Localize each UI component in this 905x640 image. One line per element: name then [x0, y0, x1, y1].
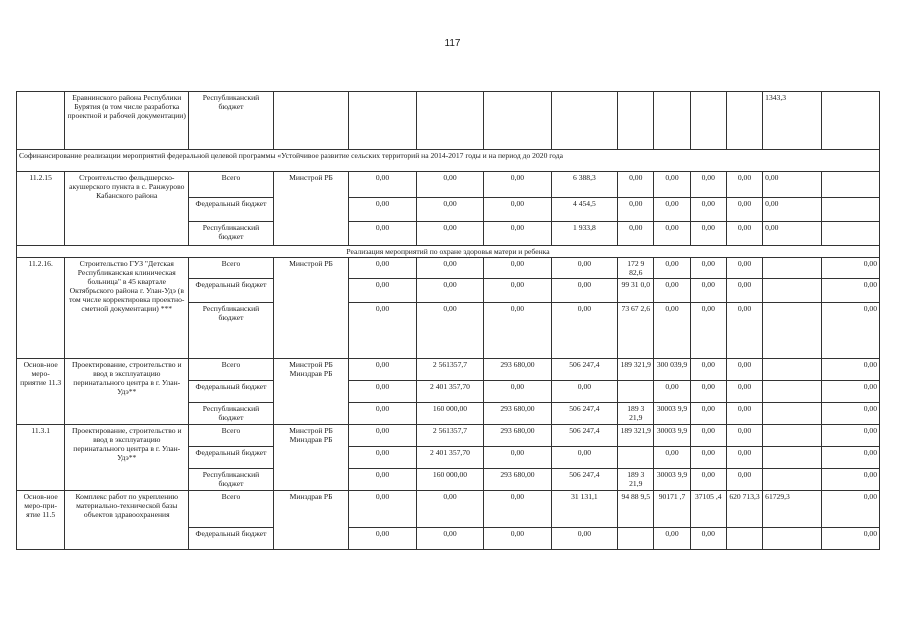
cell-value: 30003 9,9	[654, 425, 690, 447]
cell-source: Всего	[189, 359, 274, 381]
cell-value: 0,00	[821, 381, 879, 403]
cell-value: 2 561357,7	[416, 425, 483, 447]
cell-value: 0,00	[821, 491, 879, 528]
cell-value: 0,00	[654, 303, 690, 359]
cell-source: Республиканский бюджет	[189, 92, 274, 150]
cell-value: 0,00	[618, 222, 654, 246]
cell-source: Республиканский бюджет	[189, 469, 274, 491]
cell-value: 0,00	[416, 258, 483, 279]
cell-value: 0,00	[654, 222, 690, 246]
cell-value: 0,00	[551, 381, 617, 403]
cell-value: 0,00	[726, 469, 762, 491]
cell-name: Еравнинского района Республики Бурятия (в том числе разработка проектной и рабочей документации)	[65, 92, 189, 150]
cell-value: 172 9 82,6	[618, 258, 654, 279]
cell-value: 0,00	[726, 222, 762, 246]
cell-value: 0,00	[484, 172, 551, 198]
cell-executor: Минстрой РБ Минздрав РБ	[273, 425, 349, 491]
cell-value: 0,00	[821, 279, 879, 303]
section-row	[17, 246, 880, 258]
cell-value: 0,00	[416, 222, 483, 246]
cell-value	[763, 469, 821, 491]
cell-value: 506 247,4	[551, 403, 617, 425]
cell-value: 0,00	[726, 279, 762, 303]
cell-value	[763, 447, 821, 469]
cell-value: 0,00	[690, 359, 726, 381]
cell-value: 0,00	[654, 258, 690, 279]
cell-value: 0,00	[690, 447, 726, 469]
budget-table	[16, 91, 880, 550]
cell-code: Основ-ное меро-при-ятие 11.5	[17, 491, 65, 550]
cell-code: Основ-ное меро-приятие 11.3	[17, 359, 65, 425]
cell-value: 0,00	[349, 359, 416, 381]
cell-value: 0,00	[654, 279, 690, 303]
cell-value: 2 561357,7	[416, 359, 483, 381]
cell-value	[618, 447, 654, 469]
cell-value: 1 933,8	[551, 222, 617, 246]
cell-value: 0,00	[821, 528, 879, 550]
cell-value: 94 88 9,5	[618, 491, 654, 528]
cell-value: 0,00	[690, 198, 726, 222]
cell-value: 0,00	[726, 198, 762, 222]
cell-value: 0,00	[690, 279, 726, 303]
cell-value	[763, 303, 821, 359]
cell-name: Проектирование, строительство и ввод в эксплуатацию перинатального центра в г. Улан-Удэ**	[65, 425, 189, 491]
cell-value	[618, 381, 654, 403]
cell-value: 0,00	[726, 172, 762, 198]
cell-value	[763, 258, 821, 279]
cell-value: 99 31 0,0	[618, 279, 654, 303]
cell-value: 293 680,00	[484, 403, 551, 425]
cell-executor	[273, 92, 349, 150]
cell-value: 31 131,1	[551, 491, 617, 528]
cell-value: 160 000,00	[416, 469, 483, 491]
cell-value: 0,00	[654, 381, 690, 403]
cell-value: 0,00	[654, 172, 690, 198]
table-row	[17, 92, 880, 150]
cell-value: 0,00	[484, 381, 551, 403]
cell-value: 0,00	[484, 279, 551, 303]
cell-value: 506 247,4	[551, 469, 617, 491]
cell-name: Комплекс работ по укреплению материально-технической базы объектов здравоохранения	[65, 491, 189, 550]
cell-value: 0,00	[484, 258, 551, 279]
cell-value: 0,00	[551, 447, 617, 469]
cell-value: 0,00	[349, 425, 416, 447]
cell-value	[763, 403, 821, 425]
cell-value: 0,00	[349, 198, 416, 222]
table-row	[17, 258, 880, 279]
cell-value: 0,00	[763, 172, 821, 198]
cell-source: Федеральный бюджет	[189, 198, 274, 222]
cell-value: 0,00	[416, 279, 483, 303]
cell-value: 0,00	[349, 491, 416, 528]
cell-value: 0,00	[690, 258, 726, 279]
cell-value: 0,00	[690, 172, 726, 198]
cell-source: Федеральный бюджет	[189, 528, 274, 550]
cell-value	[763, 425, 821, 447]
cell-value: 0,00	[726, 303, 762, 359]
cell-value: 0,00	[416, 198, 483, 222]
cell-value: 293 680,00	[484, 469, 551, 491]
cell-value: 0,00	[349, 469, 416, 491]
cell-value: 0,00	[349, 258, 416, 279]
cell-source: Федеральный бюджет	[189, 381, 274, 403]
cell-source: Всего	[189, 491, 274, 528]
cell-value: 0,00	[821, 303, 879, 359]
table-row	[17, 359, 880, 381]
page-number: 117	[444, 38, 461, 49]
cell-value: 0,00	[551, 258, 617, 279]
cell-value: 0,00	[726, 447, 762, 469]
cell-value: 0,00	[690, 381, 726, 403]
cell-value: 293 680,00	[484, 359, 551, 381]
cell-value: 620 713,3	[726, 491, 762, 528]
cell-value: 0,00	[821, 403, 879, 425]
cell-value: 4 454,5	[551, 198, 617, 222]
cell-source: Республиканский бюджет	[189, 303, 274, 359]
cell-value: 189 3 21,9	[618, 469, 654, 491]
cell-value: 0,00	[551, 303, 617, 359]
cell-code	[17, 92, 65, 150]
cell-value: 506 247,4	[551, 359, 617, 381]
cell-value: 0,00	[349, 447, 416, 469]
cell-value: 0,00	[551, 528, 617, 550]
cell-value: 0,00	[821, 258, 879, 279]
cell-source: Всего	[189, 258, 274, 279]
cell-value: 189 321,9	[618, 359, 654, 381]
cell-value: 0,00	[618, 198, 654, 222]
cell-value: 0,00	[349, 279, 416, 303]
cell-value: 30003 9,9	[654, 469, 690, 491]
cell-value: 0,00	[763, 198, 821, 222]
cell-code: 11.2.15	[17, 172, 65, 246]
cell-value: 0,00	[416, 491, 483, 528]
cell-value: 0,00	[484, 447, 551, 469]
cell-value: 0,00	[349, 172, 416, 198]
cell-value: 0,00	[551, 279, 617, 303]
cell-name: Проектирование, строительство и ввод в эксплуатацию перинатального центра в г. Улан-Удэ**	[65, 359, 189, 425]
cell-value: 0,00	[484, 198, 551, 222]
cell-value: 0,00	[349, 381, 416, 403]
cell-name: Строительство фельдшерско-акушерского пункта в с. Ранжурово Кабанского района	[65, 172, 189, 246]
cell-value: 0,00	[416, 528, 483, 550]
cell-value: 0,00	[416, 303, 483, 359]
cell-source: Республиканский бюджет	[189, 403, 274, 425]
cell-value: 0,00	[726, 258, 762, 279]
cell-value: 0,00	[821, 359, 879, 381]
cell-value: 61729,3	[763, 491, 821, 528]
cell-value: 0,00	[349, 222, 416, 246]
cell-value: 293 680,00	[484, 425, 551, 447]
cell-value: 0,00	[690, 528, 726, 550]
cell-source: Всего	[189, 172, 274, 198]
cell-value: 0,00	[484, 528, 551, 550]
cell-value: 1343,3	[763, 92, 821, 150]
cell-value: 0,00	[618, 172, 654, 198]
section-row	[17, 150, 880, 172]
cell-value: 0,00	[690, 222, 726, 246]
cell-value: 0,00	[349, 528, 416, 550]
cell-value: 0,00	[690, 469, 726, 491]
cell-value: 189 321,9	[618, 425, 654, 447]
table-row	[17, 172, 880, 198]
cell-code: 11.2.16.	[17, 258, 65, 359]
cell-value: 0,00	[821, 447, 879, 469]
cell-value: 0,00	[690, 403, 726, 425]
cell-value: 6 388,3	[551, 172, 617, 198]
cell-name: Строительство ГУЗ "Детская Республиканская клиническая больница" в 45 квартале Октябрьского района г. Улан-Удэ (в том числе корректировка проектно-сметной документации) ***	[65, 258, 189, 359]
cell-value: 2 401 357,70	[416, 447, 483, 469]
cell-value: 0,00	[690, 303, 726, 359]
cell-source: Федеральный бюджет	[189, 447, 274, 469]
cell-value: 0,00	[821, 425, 879, 447]
cell-value: 0,00	[484, 222, 551, 246]
cell-value: 300 039,9	[654, 359, 690, 381]
cell-value: 0,00	[726, 403, 762, 425]
cell-value: 0,00	[654, 528, 690, 550]
cell-executor: Минздрав РБ	[273, 491, 349, 550]
cell-value: 0,00	[726, 359, 762, 381]
cell-value	[726, 528, 762, 550]
cell-value	[763, 528, 821, 550]
cell-value: 0,00	[726, 425, 762, 447]
cell-value	[618, 528, 654, 550]
cell-value: 0,00	[349, 403, 416, 425]
cell-value	[763, 381, 821, 403]
cell-value: 0,00	[654, 447, 690, 469]
cell-value: 0,00	[349, 303, 416, 359]
cell-source: Всего	[189, 425, 274, 447]
cell-value: 160 000,00	[416, 403, 483, 425]
cell-value: 0,00	[654, 198, 690, 222]
cell-value: 73 67 2,6	[618, 303, 654, 359]
cell-executor: Минстрой РБ Минздрав РБ	[273, 359, 349, 425]
cell-executor: Минстрой РБ	[273, 172, 349, 246]
cell-value: 2 401 357,70	[416, 381, 483, 403]
cell-value: 0,00	[726, 381, 762, 403]
section-title: Реализация мероприятий по охране здоровья матери и ребенка	[17, 246, 880, 258]
cell-value: 0,00	[763, 222, 821, 246]
cell-value: 0,00	[416, 172, 483, 198]
cell-value: 30003 9,9	[654, 403, 690, 425]
cell-value: 0,00	[690, 425, 726, 447]
cell-source: Федеральный бюджет	[189, 279, 274, 303]
cell-value: 0,00	[484, 491, 551, 528]
cell-source: Республиканский бюджет	[189, 222, 274, 246]
section-title: Софинансирование реализации мероприятий федеральной целевой программы «Устойчивое развитие сельских территорий на 2014-2017 годы и на период до 2020 года	[17, 150, 880, 172]
cell-value: 0,00	[484, 303, 551, 359]
cell-value: 506 247,4	[551, 425, 617, 447]
cell-value	[763, 359, 821, 381]
cell-value	[763, 279, 821, 303]
cell-value: 90171 ,7	[654, 491, 690, 528]
cell-executor: Минстрой РБ	[273, 258, 349, 359]
cell-value: 189 3 21,9	[618, 403, 654, 425]
cell-code: 11.3.1	[17, 425, 65, 491]
cell-value: 37105 ,4	[690, 491, 726, 528]
cell-value: 0,00	[821, 469, 879, 491]
table-row	[17, 425, 880, 447]
table-row	[17, 491, 880, 528]
